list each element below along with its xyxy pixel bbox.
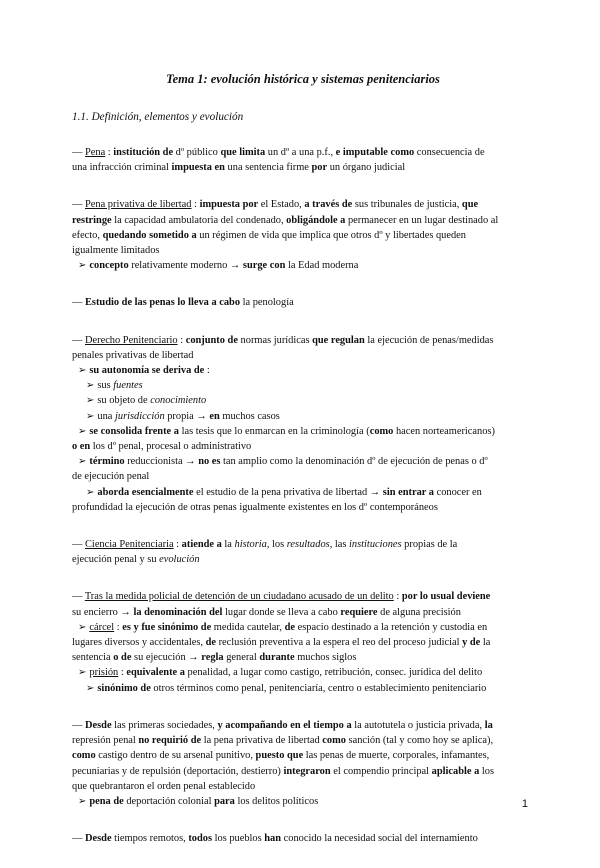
list-item: ➢ término reduccionista → no es tan amplio como la denominación dº de ejecución de penas o dº — [78, 456, 488, 468]
paragraph-internamiento: — Desde tiempos remotos, todos los pueblos han conocido la necesidad social del internamiento — [72, 833, 478, 845]
term-ciencia-penitenciaria: Ciencia Penitenciaria — [85, 539, 174, 551]
bullet-arrow-icon: ➢ — [86, 682, 95, 694]
paragraph-penologia: — Estudio de las penas lo lleva a cabo la penología — [72, 297, 294, 309]
term-pena: Pena — [85, 147, 106, 158]
bullet-arrow-icon: ➢ — [78, 621, 87, 633]
page-number: 1 — [521, 798, 528, 810]
arrow-right-icon: → — [369, 486, 381, 498]
list-item: ➢ aborda esencialmente el estudio de la pena privativa de libertad → sin entrar a conocer en — [86, 486, 482, 498]
arrow-right-icon: → — [188, 652, 199, 664]
term-carcel: cárcel — [89, 621, 115, 633]
bullet-arrow-icon: ➢ — [78, 365, 87, 377]
paragraph-carcel-prision: — Tras la medida policial de detención de un ciudadano acusado de un delito : por lo usual deviene su encierro → la denominación del lugar donde se lleva a cabo requiere de alguna precisión ➢ cárcel : es y fue sinónimo de medida cautelar, de espacio destinado a la retención y custodia en lugares diversos y accidentales, de reclusión preventiva a la espera el reo del proceso judicial y de la sentencia o de su ejecución → regla general durante muchos siglos ➢ prisión : equivalente a penalidad, a lugar como castigo, retribución, consec. jurídica del delito ➢ sinónimo de otros términos como penal, penitenciaría, centro o establecimiento penitenciario — [72, 589, 534, 695]
section-heading: 1.1. Definición, elementos y evolución — [72, 111, 244, 123]
list-item: ➢ concepto relativamente moderno → surge con la Edad moderna — [78, 260, 359, 272]
list-item: ➢ sus fuentes — [86, 380, 143, 392]
paragraph-historia: — Desde las primeras sociedades, y acompañando en el tiempo a la autotutela o justicia privada, la represión penal no requirió de la pena privativa de libertad como sanción (tal y como hoy se aplica), como castigo dentro de su arsenal punitivo, puesto que las penas de muerte, corporales, infamantes, pecuniarias y de repulsión (deportación, destierro) integraron el compendio principal aplicable a los que quebrantaron el orden penal establecido ➢ pena de deportación colonial para los delitos políticos — [72, 718, 534, 809]
bullet-arrow-icon: ➢ — [86, 410, 95, 422]
arrow-right-icon: → — [196, 410, 207, 422]
bullet-arrow-icon: ➢ — [78, 667, 87, 679]
bullet-arrow-icon: ➢ — [78, 425, 87, 437]
list-item: ➢ pena de deportación colonial para los delitos políticos — [78, 795, 319, 807]
arrow-right-icon: → — [120, 606, 131, 618]
term-medida-policial: Tras la medida policial de detención de un ciudadano acusado de un delito — [84, 591, 394, 603]
term-pena-privativa: Pena privativa de libertad — [85, 199, 192, 211]
paragraph-derecho-penitenciario: — Derecho Penitenciario : conjunto de normas jurídicas que regulan la ejecución de penas/medidas penales privativas de libertad ➢ su autonomía se deriva de : ➢ sus fuentes ➢ su objeto de conocimiento ➢ una jurisdicción propia → en muchos casos ➢ se consolida frente a las tesis que lo enmarcan en la criminología (como hacen norteamericanos) o en los dº penal, procesal o administrativo ➢ término reduccionista → no es tan amplio como la denominación dº de ejecución de penas o dº de ejecución penal ➢ aborda esencialmente el estudio de la pena privativa de libertad → sin entrar a conocer en profundidad la ejecución de otras penas igualmente existentes en los dº contemporáneos — [72, 333, 534, 515]
arrow-right-icon: → — [229, 260, 241, 272]
list-item: ➢ su autonomía se deriva de : — [78, 365, 210, 377]
paragraph-pena-privativa: — Pena privativa de libertad : impuesta por el Estado, a través de sus tribunales de justicia, que restringe la capacidad ambulatoria del condenado, obligándole a permanecer en un lugar destinado al efecto, quedando sometido a un régimen de vida que implica que otros dº y libertades queden igualmente limitados ➢ concepto relativamente moderno → surge con la Edad moderna — [72, 197, 534, 273]
document-page — [72, 72, 534, 868]
list-item: ➢ su objeto de conocimiento — [86, 395, 207, 407]
bullet-arrow-icon: ➢ — [78, 456, 87, 468]
list-item: ➢ se consolida frente a las tesis que lo enmarcan en la criminología (como hacen norteamericanos) — [78, 425, 495, 437]
paragraph-ciencia-penitenciaria: — Ciencia Penitenciaria : atiende a la historia, los resultados, las instituciones propias de la ejecución penal y su evolución — [72, 539, 458, 566]
bullet-arrow-icon: ➢ — [78, 260, 87, 272]
bullet-arrow-icon: ➢ — [86, 380, 95, 392]
paragraph-pena: — Pena : institución de dº público que limita un dº a una p.f., e imputable como consecuencia de una infracción criminal impuesta en una sentencia firme por un órgano judicial — [72, 147, 485, 174]
bullet-arrow-icon: ➢ — [86, 395, 95, 407]
term-derecho-penitenciario: Derecho Penitenciario — [85, 334, 178, 346]
bullet-arrow-icon: ➢ — [78, 795, 87, 807]
bullet-arrow-icon: ➢ — [86, 486, 95, 498]
page-title: Tema 1: evolución histórica y sistemas penitenciarios — [166, 72, 440, 86]
arrow-right-icon: → — [185, 456, 196, 468]
list-item: ➢ prisión : equivalente a penalidad, a lugar como castigo, retribución, consec. jurídica del delito — [78, 667, 483, 679]
list-item: ➢ una jurisdicción propia → en muchos casos — [86, 410, 280, 422]
list-item: ➢ cárcel : es y fue sinónimo de medida cautelar, de espacio destinado a la retención y custodia en — [78, 621, 488, 633]
term-prision: prisión — [89, 667, 119, 679]
list-item: ➢ sinónimo de otros términos como penal, penitenciaría, centro o establecimiento penitenciario — [86, 682, 487, 694]
